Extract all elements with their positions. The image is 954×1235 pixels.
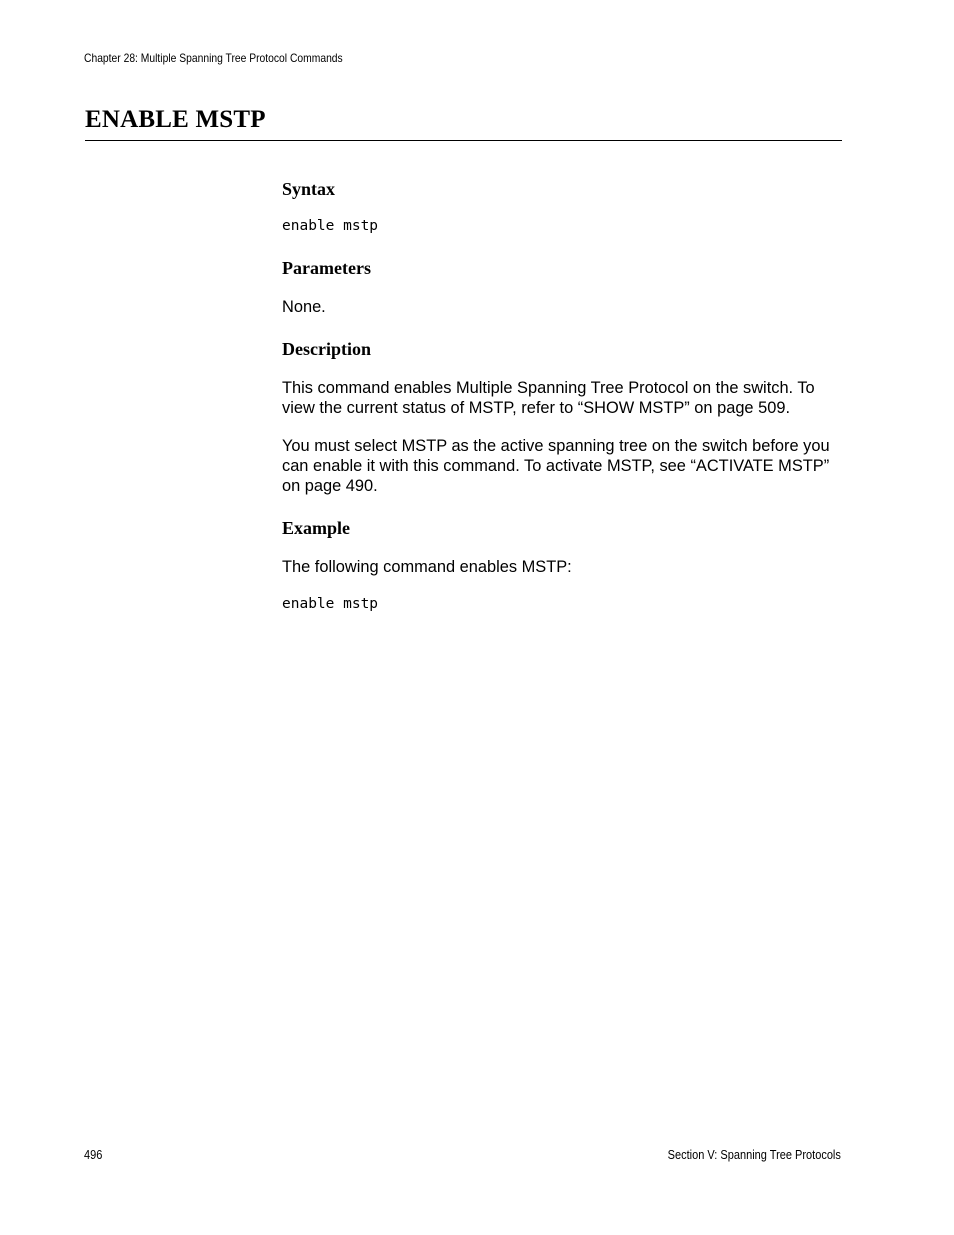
parameters-heading: Parameters (282, 258, 371, 278)
page-title: ENABLE MSTP (85, 106, 266, 133)
syntax-heading: Syntax (282, 179, 336, 199)
title-rule (85, 140, 842, 141)
description-heading: Description (282, 339, 371, 359)
page-number: 496 (84, 1148, 103, 1162)
syntax-code: enable mstp (282, 218, 379, 234)
example-heading: Example (282, 518, 351, 538)
description-paragraph-2: You must select MSTP as the active spanning tree on the switch before you can enable it with this command. To activate MSTP, see “ACTIVATE MSTP” on page 490. (282, 437, 830, 495)
example-text: The following command enables MSTP: (282, 558, 572, 576)
footer-section: Section V: Spanning Tree Protocols (667, 1148, 841, 1162)
parameters-text: None. (282, 298, 326, 316)
description-paragraph-1: This command enables Multiple Spanning Tree Protocol on the switch. To view the current status of MSTP, refer to “SHOW MSTP” on page 509. (282, 379, 815, 417)
example-code: enable mstp (282, 596, 379, 612)
running-header: Chapter 28: Multiple Spanning Tree Protocol Commands (84, 51, 343, 65)
